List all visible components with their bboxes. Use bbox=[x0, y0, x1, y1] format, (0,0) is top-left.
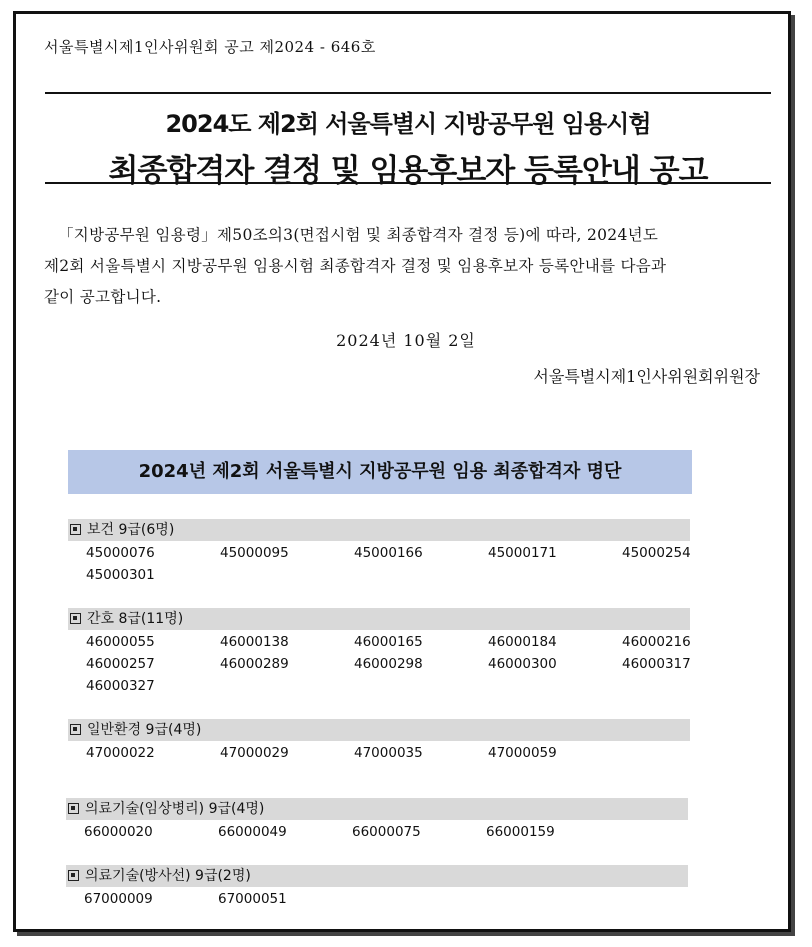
notice-number: 서울특별시제1인사위원회 공고 제2024 - 646호 bbox=[44, 38, 376, 56]
section-header bbox=[68, 608, 690, 630]
candidate-number: 47000022 bbox=[86, 745, 155, 761]
candidate-number: 67000009 bbox=[84, 891, 153, 907]
candidate-number: 46000055 bbox=[86, 634, 155, 650]
section-header bbox=[66, 798, 688, 820]
candidate-number: 46000298 bbox=[354, 656, 423, 672]
candidate-number: 66000075 bbox=[352, 824, 421, 840]
square-bullet-icon bbox=[70, 524, 81, 535]
candidate-number: 66000020 bbox=[84, 824, 153, 840]
candidate-number: 47000035 bbox=[354, 745, 423, 761]
section-header bbox=[68, 519, 690, 541]
candidate-number: 45000095 bbox=[220, 545, 289, 561]
section-label: 일반환경 9급(4명) bbox=[87, 722, 202, 738]
candidate-number: 47000029 bbox=[220, 745, 289, 761]
section-label: 의료기술(방사선) 9급(2명) bbox=[85, 868, 251, 884]
section-label: 간호 8급(11명) bbox=[87, 611, 184, 627]
title-line-1: 2024도 제2회 서울특별시 지방공무원 임용시험 bbox=[165, 110, 651, 138]
candidate-number: 46000138 bbox=[220, 634, 289, 650]
candidate-number: 45000254 bbox=[622, 545, 691, 561]
section-header bbox=[66, 865, 688, 887]
body-line-1: 「지방공무원 임용령」제50조의3(면접시험 및 최종합격자 결정 등)에 따라, 2024년도 bbox=[58, 226, 659, 244]
candidate-number: 46000289 bbox=[220, 656, 289, 672]
section-label: 의료기술(임상병리) 9급(4명) bbox=[85, 801, 265, 817]
candidate-number: 67000051 bbox=[218, 891, 287, 907]
candidate-number: 46000184 bbox=[488, 634, 557, 650]
candidate-number: 45000301 bbox=[86, 567, 155, 583]
candidate-number: 45000076 bbox=[86, 545, 155, 561]
signer: 서울특별시제1인사위원회위원장 bbox=[533, 367, 760, 386]
title-block bbox=[45, 92, 771, 189]
candidate-number: 46000257 bbox=[86, 656, 155, 672]
body-paragraph bbox=[44, 220, 764, 313]
list-title: 2024년 제2회 서울특별시 지방공무원 임용 최종합격자 명단 bbox=[68, 450, 692, 494]
section-header bbox=[68, 719, 690, 741]
candidate-number: 45000171 bbox=[488, 545, 557, 561]
candidate-number: 47000059 bbox=[488, 745, 557, 761]
title-line-2: 최종합격자 결정 및 임용후보자 등록안내 공고 bbox=[108, 153, 708, 189]
candidate-number: 66000049 bbox=[218, 824, 287, 840]
body-line-3: 같이 공고합니다. bbox=[44, 288, 162, 306]
candidate-number: 46000300 bbox=[488, 656, 557, 672]
section-label: 보건 9급(6명) bbox=[87, 522, 175, 538]
candidate-number: 66000159 bbox=[486, 824, 555, 840]
candidate-number: 46000327 bbox=[86, 678, 155, 694]
square-bullet-icon bbox=[70, 613, 81, 624]
notice-date: 2024년 10월 2일 bbox=[336, 331, 476, 350]
square-bullet-icon bbox=[70, 724, 81, 735]
square-bullet-icon bbox=[68, 870, 79, 881]
square-bullet-icon bbox=[68, 803, 79, 814]
candidate-number: 46000165 bbox=[354, 634, 423, 650]
candidate-number: 46000216 bbox=[622, 634, 691, 650]
body-line-2: 제2회 서울특별시 지방공무원 임용시험 최종합격자 결정 및 임용후보자 등록안내를 다음과 bbox=[44, 257, 667, 275]
candidate-number: 45000166 bbox=[354, 545, 423, 561]
candidate-number: 46000317 bbox=[622, 656, 691, 672]
